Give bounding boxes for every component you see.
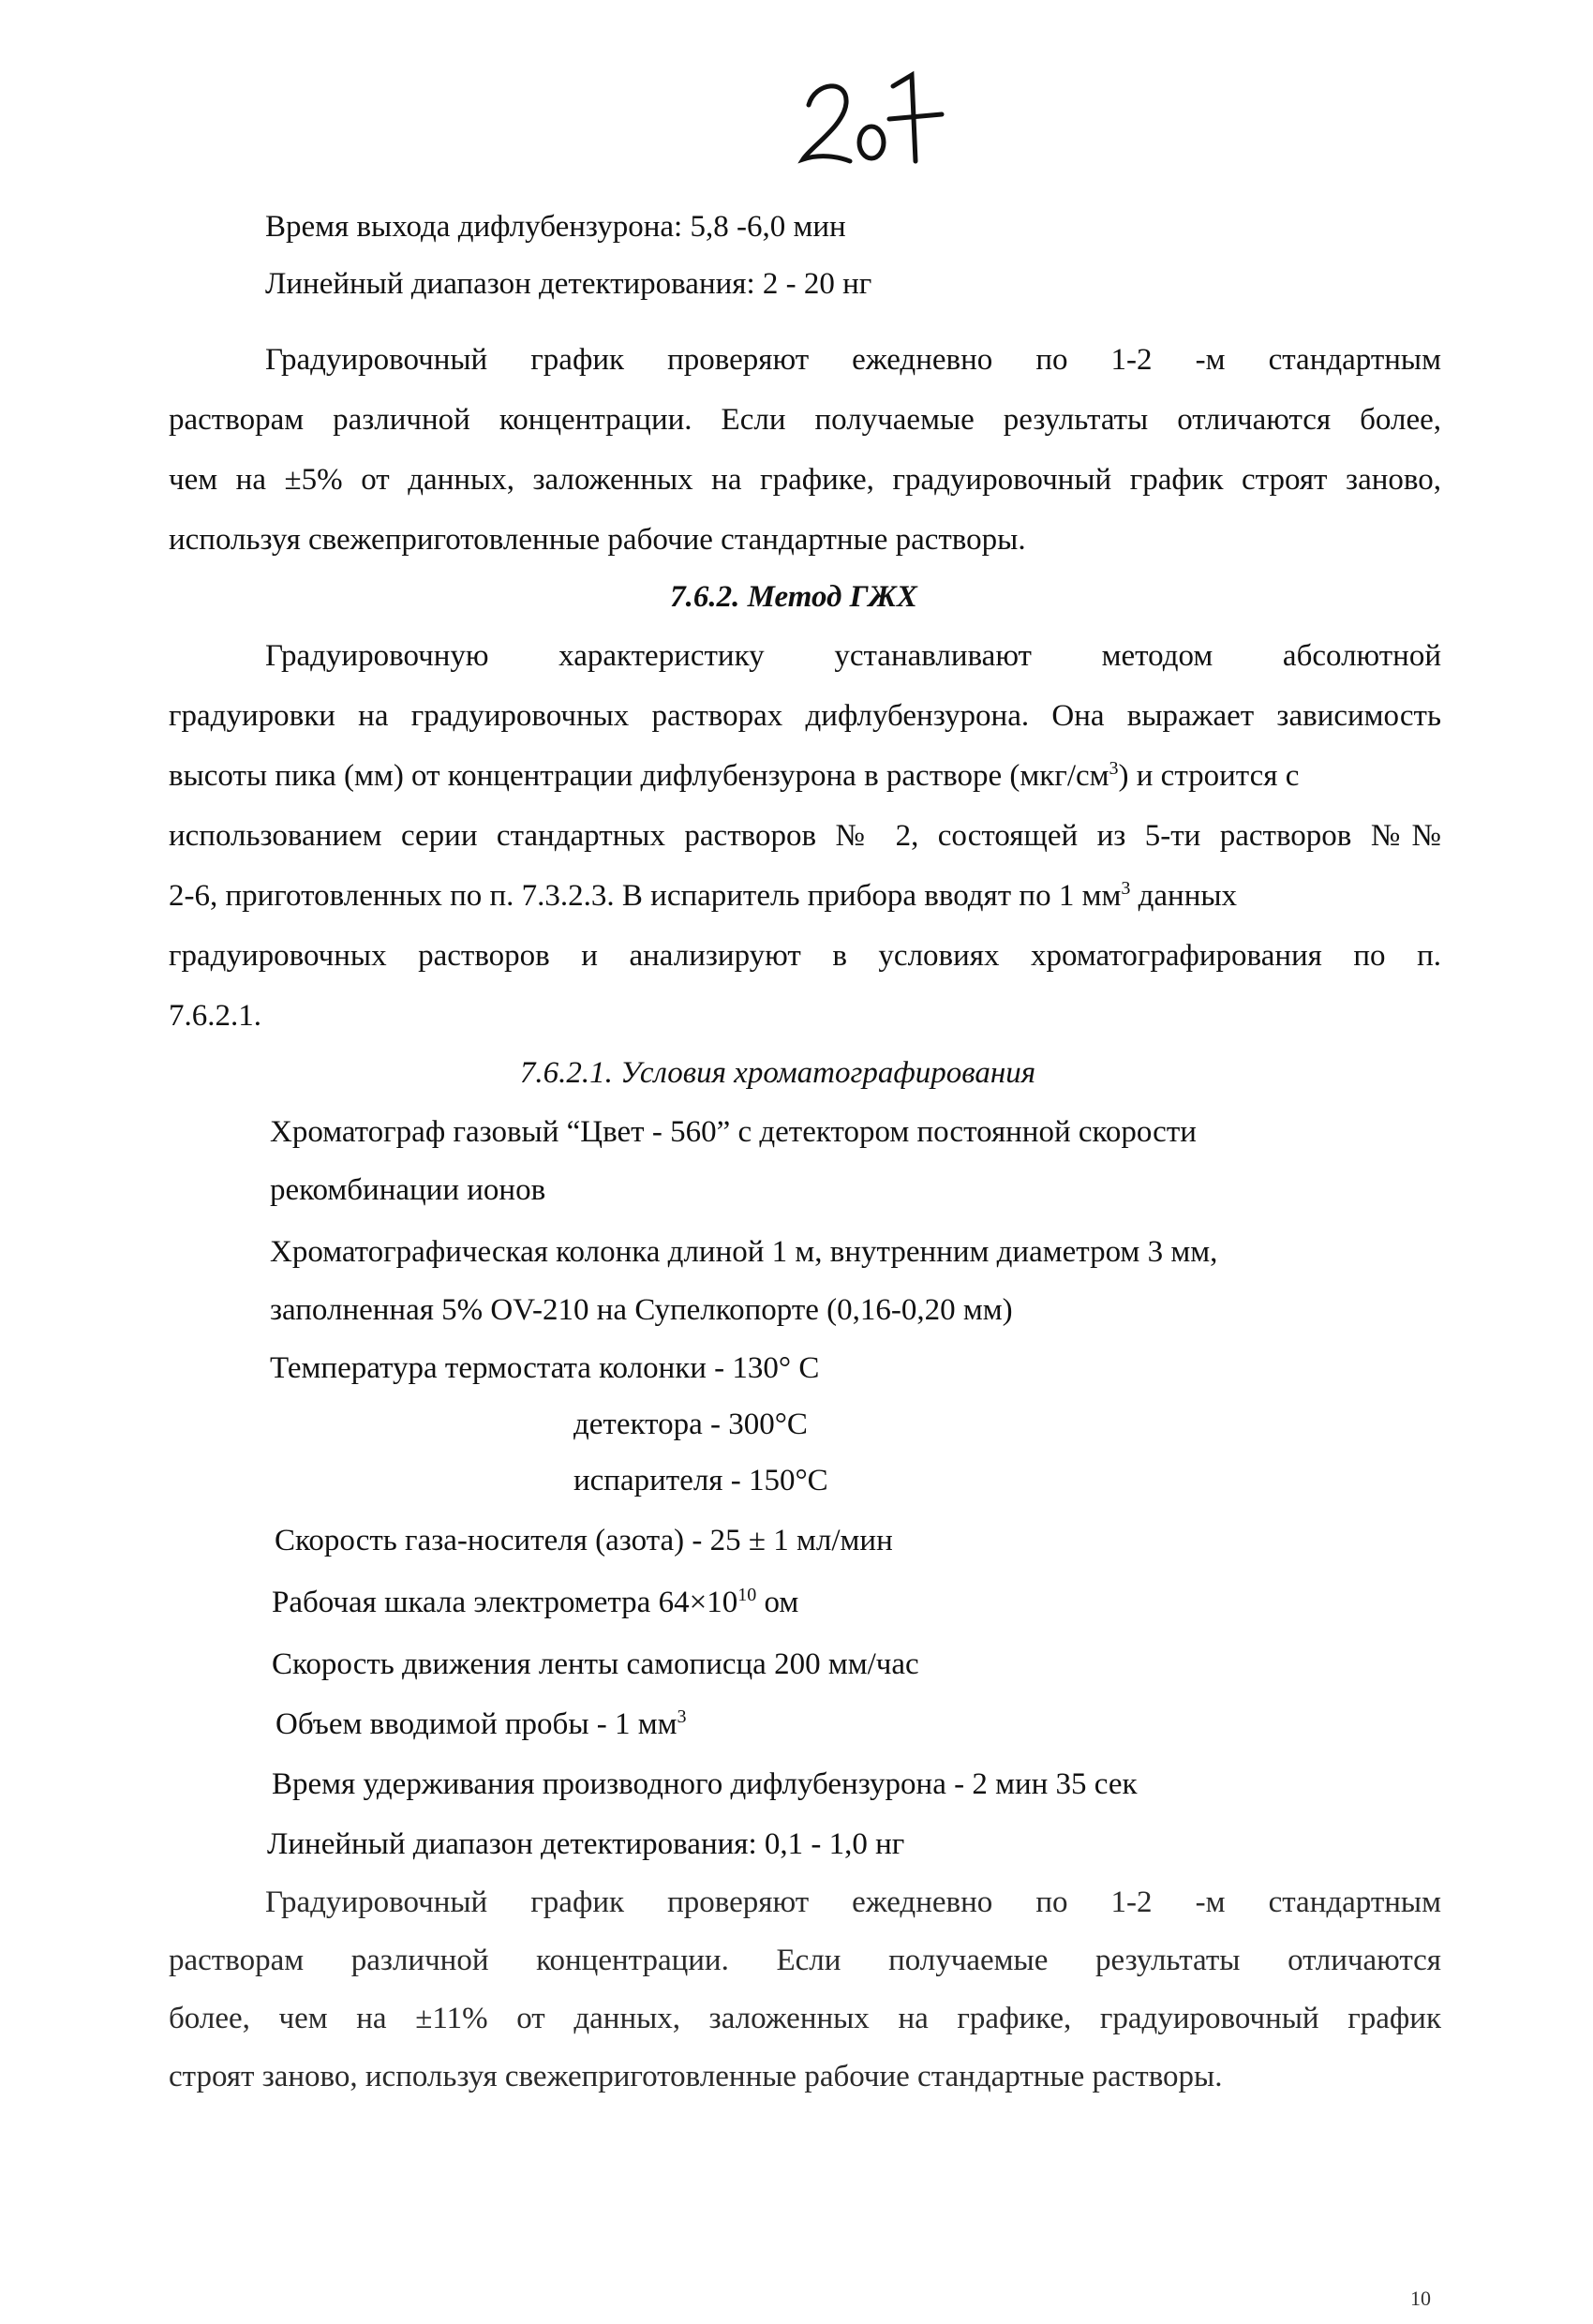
- para2-line1: Градуировочную характеристику устанавливают методом абсолютной: [265, 639, 1441, 673]
- para1-line1: Градуировочный график проверяют ежедневно по 1-2 -м стандартным: [265, 343, 1441, 377]
- para2-line4: использованием серии стандартных растворов № 2, состоящей из 5-ти растворов №№: [169, 819, 1441, 853]
- condition-column: Хроматографическая колонка длиной 1 м, внутренним диаметром 3 мм,: [270, 1235, 1218, 1269]
- para2-line2: градуировки на градуировочных растворах дифлубензурона. Она выражает зависимость: [169, 699, 1441, 733]
- retention-time-line: Время выхода дифлубензурона: 5,8 -6,0 мин: [265, 210, 846, 244]
- para3-line3: более, чем на ±11% от данных, заложенных на графике, градуировочный график: [169, 2002, 1441, 2035]
- handwritten-page-mark: [792, 67, 960, 171]
- condition-detector-temp: детектора - 300°С: [573, 1408, 808, 1441]
- condition-chromatograph: Хроматограф газовый “Цвет - 560” с детектором постоянной скорости: [270, 1115, 1197, 1149]
- condition-gas-flow: Скорость газа-носителя (азота) - 25 ± 1 мл/мин: [275, 1524, 893, 1557]
- condition-recorder-speed: Скорость движения ленты самописца 200 мм/час: [272, 1647, 919, 1681]
- linear-range-line: Линейный диапазон детектирования: 2 - 20 нг: [265, 267, 872, 301]
- para2-line7: 7.6.2.1.: [169, 999, 261, 1033]
- para2-line3-text: высоты пика (мм) от концентрации дифлубензурона в растворе $(мкг/см^3)$ и строится с: [169, 758, 1300, 793]
- page-number: 10: [1410, 2287, 1431, 2310]
- condition-electrometer: Рабочая шкала электрометра $64\times 10^{10}$ ом: [272, 1585, 799, 1619]
- condition-linear-range: Линейный диапазон детектирования: 0,1 - 1,0 нг: [267, 1827, 905, 1861]
- condition-column-cont: заполненная 5% OV-210 на Супелкопорте (0,16-0,20 мм): [270, 1293, 1013, 1327]
- para1-line3: чем на ±5% от данных, заложенных на графике, градуировочный график строят заново,: [169, 463, 1441, 497]
- para3-line2: растворам различной концентрации. Если получаемые результаты отличаются: [169, 1944, 1441, 1977]
- condition-chromatograph-cont: рекомбинации ионов: [270, 1173, 546, 1207]
- condition-retention-time: Время удерживания производного дифлубензурона - 2 мин 35 сек: [272, 1767, 1138, 1801]
- para1-line4: используя свежеприготовленные рабочие стандартные растворы.: [169, 523, 1026, 557]
- para1-line2: растворам различной концентрации. Если получаемые результаты отличаются более,: [169, 403, 1441, 437]
- para2-line3: [169, 757, 1441, 795]
- condition-sample-volume: Объем вводимой пробы - 1 $мм^3$: [275, 1706, 687, 1741]
- section-heading-gc: 7.6.2. Метод ГЖХ: [670, 580, 917, 614]
- condition-column-temp: Температура термостата колонки - 130° С: [270, 1351, 820, 1385]
- subsection-heading-conditions: 7.6.2.1. Условия хроматографирования: [519, 1056, 1036, 1090]
- para2-line5: 2-6, приготовленных по п. 7.3.2.3. В испаритель прибора вводят по 1 $мм^3$ данных: [169, 878, 1238, 913]
- para3-line1: Градуировочный график проверяют ежедневно по 1-2 -м стандартным: [265, 1885, 1441, 1919]
- condition-evaporator-temp: испарителя - 150°С: [573, 1464, 828, 1497]
- para2-line6: градуировочных растворов и анализируют в условиях хроматографирования по п.: [169, 939, 1441, 973]
- para3-line4: строят заново, используя свежеприготовленные рабочие стандартные растворы.: [169, 2060, 1223, 2093]
